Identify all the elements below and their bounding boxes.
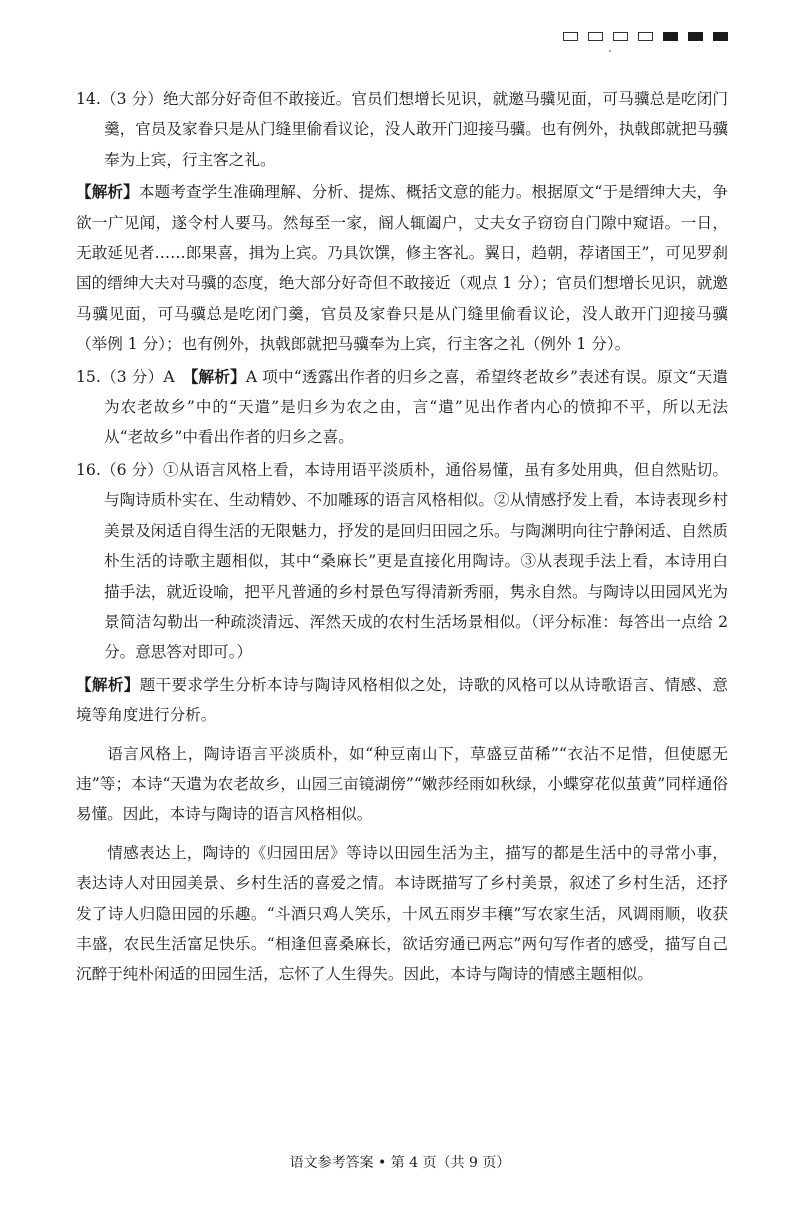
analysis-paragraph-emotion: 情感表达上，陶诗的《归园田居》等诗以田园生活为主，描写的都是生活中的寻常小事，表达诗人对田园美景、乡村生活的喜爱之情。本诗既描写了乡村美景，叙述了乡村生活，还抒发了诗人归隐田园的乐趣。“斗酒只鸡人笑乐，十风五雨岁丰穰”写农家生活，风调雨顺，收获丰盛，农民生活富足快乐。“相逢但喜桑麻长，欲话穷通已两忘”两句写作者的感受，描写自己沉醉于纯朴闲适的田园生活，忘怀了人生得失。因此，本诗与陶诗的情感主题相似。 [76,843,728,984]
answer-choice: （3 分）A [100,367,191,386]
question-16-answer [76,455,728,668]
answer-text: （6 分）①从语言风格上看，本诗用语平淡质朴，通俗易懂，虽有多处用典，但自然贴切。与陶诗质朴实在、生动精妙、不加雕琢的语言风格相似。②从情感抒发上看，本诗表现乡村美景及闲适自得生活的无限魅力，抒发的是回归田园之乐。与陶渊明向往宁静闲适、自然质朴生活的诗歌主题相似，其中“桑麻长”更是直接化用陶诗。③从表现手法上看，本诗用白描手法，就近设喻，把平凡普通的乡村景色写得清新秀丽，隽永自然。与陶诗以田园风光为景简洁勾勒出一种疏淡清远、浑然天成的农村生活场景相似。（评分标准：每答出一点给 2 分。意思答对即可。） [100,460,728,662]
page-footer: 语文参考答案 • 第 4 页（共 9 页） [289,1155,511,1171]
question-14-answer [76,84,728,175]
question-16-analysis [76,670,728,731]
answer-text: A 项中“透露出作者的归乡之喜，希望终老故乡”表述有误。原文“天遣为农老故乡”中的“天遣”是归乡为农之由，言“遣”见出作者内心的愤抑不平，所以无法从“老故乡”中看出作者的归乡之喜。 [104,367,729,447]
corner-mark-empty [588,32,603,41]
analysis-label: 【解析】 [190,366,246,386]
question-number: 14. [76,90,101,108]
analysis-text: 本题考查学生准确理解、分析、提炼、概括文意的能力。根据原文“于是缙绅大夫，争欲一广见闻，遂令村人要马。然每至一家，阍人辄阖户，丈夫女子窃窃自门隙中窥语。一日，无敢延见者……郎果喜，揖为上宾。乃具饮馔，修主客礼。翼日，趋朝，荐诸国王”，可见罗刹国的缙绅大夫对马骥的态度，绝大部分好奇但不敢接近（观点 1 分）；官员们想增长见识，就邀马骥见面，可马骥总是吃闭门羹，官员及家眷只是从门缝里偷看议论，没人敢开门迎接马骥（举例 1 分）；也有例外，执戟郎就把马骥奉为上宾，行主客之礼（例外 1 分）。 [76,183,728,354]
corner-mark-filled [663,32,678,41]
question-number: 16. [76,460,101,479]
question-15-answer [76,362,728,453]
answer-content [76,84,728,990]
corner-mark-empty [638,32,653,41]
scan-dot [609,50,611,52]
analysis-text: 题干要求学生分析本诗与陶诗风格相似之处，诗歌的风格可以从诗歌语言、情感、意境等角度进行分析。 [76,675,728,725]
question-number: 15. [76,367,101,386]
corner-mark-empty [563,32,578,41]
analysis-label: 【解析】 [76,674,140,694]
corner-mark-empty [613,32,628,41]
corner-mark-filled [713,32,728,41]
question-14-analysis [76,177,728,359]
analysis-paragraph-language: 语言风格上，陶诗语言平淡质朴，如“种豆南山下，草盛豆苗稀”“衣沾不足惜，但使愿无违”等；本诗“天遣为农老故乡，山园三亩镜湖傍”“嫩莎经雨如秋绿，小蝶穿花似茧黄”同样通俗易懂。因此，本诗与陶诗的语言风格相似。 [76,744,728,824]
corner-mark-filled [688,32,703,41]
analysis-label: 【解析】 [76,182,139,202]
answer-text: （3 分）绝大部分好奇但不敢接近。官员们想增长见识，就邀马骥见面，可马骥总是吃闭门羹，官员及家眷只是从门缝里偷看议论，没人敢开门迎接马骥。也有例外，执戟郎就把马骥奉为上宾，行主客之礼。 [100,90,728,169]
page-corner-marks [563,32,728,41]
